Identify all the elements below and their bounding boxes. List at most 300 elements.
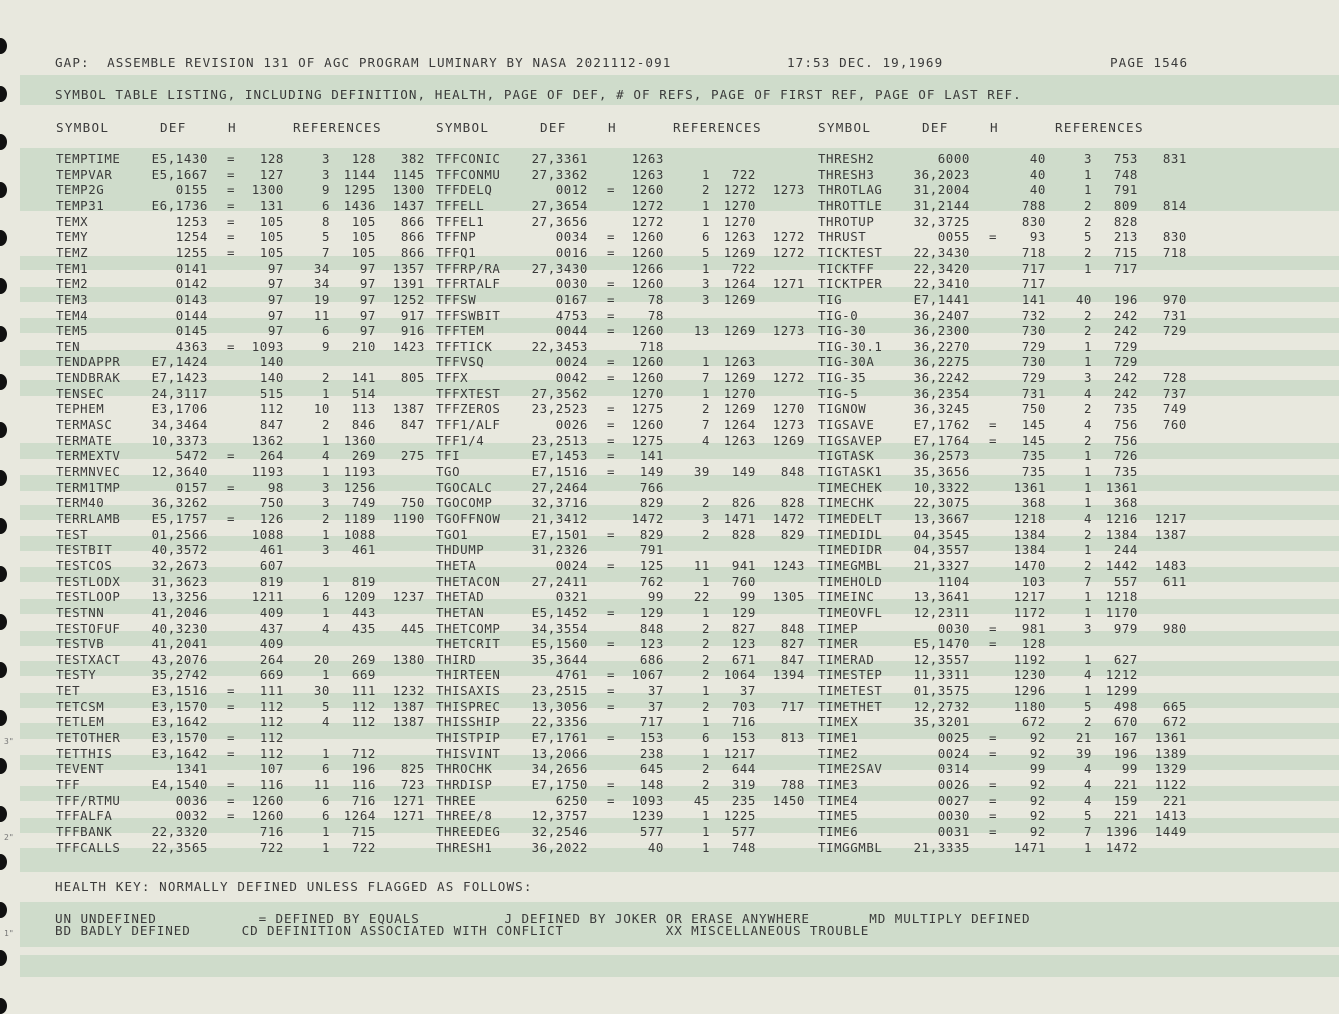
cell-def: E7,1750 [531, 777, 588, 792]
cell-ref-count: 2 [1083, 244, 1092, 260]
cell-health: = [607, 464, 616, 479]
cell-last-ref: 828 [780, 495, 805, 511]
cell-health: = [607, 401, 616, 417]
cell-def: 36,2407 [913, 307, 970, 323]
cell-health: = [607, 792, 616, 808]
cell-symbol: THETAD [436, 589, 485, 605]
cell-ref-count: 6 [321, 589, 330, 605]
cell-first-ref: 577 [731, 823, 756, 839]
cell-def: 36,2023 [913, 166, 970, 182]
cell-first-ref: 159 [1113, 792, 1138, 808]
cell-ref-count: 6 [321, 808, 330, 824]
cell-def: E5,1757 [151, 510, 208, 526]
column-header-symbol: SYMBOL [436, 120, 490, 135]
column-header-h: H [608, 120, 617, 135]
cell-def: 0024 [937, 745, 970, 761]
cell-symbol: THRESH1 [436, 839, 493, 855]
cell-def-page: 78 [647, 307, 664, 323]
cell-first-ref: 735 [1113, 464, 1138, 479]
cell-symbol: THROTLAG [818, 182, 883, 198]
cell-def: 21,3327 [913, 557, 970, 573]
cell-last-ref: 1190 [392, 510, 425, 526]
cell-ref-count: 3 [1083, 620, 1092, 636]
cell-ref-count: 4 [1083, 510, 1092, 526]
cell-symbol: TICKTPER [818, 276, 883, 292]
cell-last-ref: 805 [400, 370, 425, 386]
cell-symbol: TEMZ [56, 244, 89, 260]
cell-def-page: 762 [639, 573, 664, 589]
cell-last-ref: 728 [1162, 370, 1187, 386]
cell-health: = [989, 808, 998, 824]
cell-ref-count: 2 [1083, 401, 1092, 417]
cell-first-ref: 1256 [343, 479, 376, 495]
cell-def-page: 730 [1021, 354, 1046, 370]
cell-def: 0016 [555, 244, 588, 260]
cell-first-ref: 196 [1113, 291, 1138, 307]
cell-ref-count: 1 [1083, 182, 1092, 198]
cell-ref-count: 2 [701, 777, 710, 792]
cell-ref-count: 3 [321, 166, 330, 182]
cell-symbol: TFF/RTMU [56, 792, 121, 808]
cell-first-ref: 735 [1113, 401, 1138, 417]
cell-def: 32,2546 [531, 823, 588, 839]
cell-symbol: TEM1 [56, 260, 89, 276]
cell-last-ref: 917 [400, 307, 425, 323]
cell-last-ref: 1305 [772, 589, 805, 605]
cell-first-ref: 557 [1113, 573, 1138, 589]
cell-ref-count: 2 [701, 182, 710, 198]
cell-first-ref: 244 [1113, 542, 1138, 558]
cell-symbol: TIGSAVE [818, 417, 875, 433]
cell-symbol: TFFELL [436, 197, 485, 213]
cell-symbol: TFFBANK [56, 823, 113, 839]
cell-ref-count: 1 [1083, 589, 1092, 605]
cell-first-ref: 1272 [723, 182, 756, 198]
cell-ref-count: 4 [1083, 667, 1092, 683]
cell-ref-count: 2 [701, 761, 710, 777]
cell-def-page: 238 [639, 745, 664, 761]
column-header-refs: REFERENCES [293, 120, 382, 135]
cell-def-page: 1272 [631, 197, 664, 213]
cell-def-page: 829 [639, 526, 664, 542]
cell-def-page: 1088 [251, 526, 284, 542]
tractor-feed-hole [0, 998, 7, 1014]
cell-first-ref: 979 [1113, 620, 1138, 636]
cell-def: 0030 [555, 276, 588, 292]
cell-def-page: 97 [267, 291, 284, 307]
cell-symbol: TEMY [56, 229, 89, 245]
cell-last-ref: 731 [1162, 307, 1187, 323]
cell-first-ref: 111 [351, 683, 376, 699]
cell-def-page: 368 [1021, 495, 1046, 511]
cell-first-ref: 1264 [723, 276, 756, 292]
cell-def: 0155 [175, 182, 208, 198]
cell-last-ref: 1380 [392, 651, 425, 667]
cell-first-ref: 221 [1113, 777, 1138, 792]
cell-symbol: TGO [436, 464, 461, 479]
cell-symbol: TEM2 [56, 276, 89, 292]
cell-first-ref: 1216 [1105, 510, 1138, 526]
cell-ref-count: 1 [321, 745, 330, 761]
margin-mark: 3" [4, 737, 14, 746]
cell-health: = [227, 808, 236, 824]
cell-symbol: TIMETEST [818, 683, 883, 699]
cell-health: = [989, 620, 998, 636]
cell-def-page: 92 [1029, 808, 1046, 824]
cell-def: 22,3430 [913, 244, 970, 260]
cell-symbol: TETOTHER [56, 730, 121, 746]
cell-ref-count: 6 [321, 197, 330, 213]
cell-symbol: THROTTLE [818, 197, 883, 213]
cell-ref-count: 21 [1075, 730, 1092, 746]
cell-def: 35,3644 [531, 651, 588, 667]
table-row [0, 574, 1339, 590]
cell-ref-count: 1 [701, 573, 710, 589]
cell-first-ref: 1442 [1105, 557, 1138, 573]
cell-ref-count: 5 [1083, 808, 1092, 824]
cell-ref-count: 6 [321, 761, 330, 777]
cell-last-ref: 1252 [392, 291, 425, 307]
cell-symbol: TENDBRAK [56, 370, 121, 386]
cell-last-ref: 1271 [392, 808, 425, 824]
cell-health: = [989, 730, 998, 746]
cell-def: 43,2076 [151, 651, 208, 667]
cell-last-ref: 445 [400, 620, 425, 636]
cell-last-ref: 737 [1162, 385, 1187, 401]
cell-def-page: 409 [259, 604, 284, 620]
cell-def: 0030 [937, 808, 970, 824]
cell-def: 32,3725 [913, 213, 970, 229]
cell-symbol: TERRLAMB [56, 510, 121, 526]
cell-def: 12,3557 [913, 651, 970, 667]
cell-ref-count: 13 [693, 323, 710, 339]
table-row [0, 433, 1339, 449]
cell-ref-count: 2 [701, 636, 710, 652]
cell-symbol: THETCOMP [436, 620, 501, 636]
cell-symbol: TEVENT [56, 761, 105, 777]
cell-def: 0142 [175, 276, 208, 292]
cell-ref-count: 1 [321, 432, 330, 448]
cell-ref-count: 34 [313, 276, 330, 292]
cell-health: = [607, 698, 616, 714]
cell-def-page: 607 [259, 557, 284, 573]
cell-def: 0027 [937, 792, 970, 808]
cell-def: 21,3412 [531, 510, 588, 526]
cell-first-ref: 729 [1113, 338, 1138, 354]
cell-def: 32,2673 [151, 557, 208, 573]
cell-def: 0036 [175, 792, 208, 808]
cell-def: 0144 [175, 307, 208, 323]
cell-symbol: TIMECHK [818, 495, 875, 511]
cell-first-ref: 627 [1113, 651, 1138, 667]
cell-symbol: TIMERAD [818, 651, 875, 667]
cell-ref-count: 2 [701, 526, 710, 542]
cell-symbol: THROTUP [818, 213, 875, 229]
cell-symbol: TERM40 [56, 495, 105, 511]
cell-first-ref: 1263 [723, 229, 756, 245]
cell-symbol: TFFX [436, 370, 469, 386]
table-row [0, 746, 1339, 762]
cell-ref-count: 7 [701, 417, 710, 433]
cell-symbol: TIMEINC [818, 589, 875, 605]
cell-def-page: 1263 [631, 166, 664, 182]
cell-def-page: 1362 [251, 432, 284, 448]
cell-def-page: 126 [259, 510, 284, 526]
cell-def: E5,1667 [151, 166, 208, 182]
cell-first-ref: 670 [1113, 714, 1138, 730]
cell-symbol: TETTHIS [56, 745, 113, 761]
cell-last-ref: 1273 [772, 417, 805, 433]
cell-ref-count: 1 [1083, 166, 1092, 182]
table-row [0, 386, 1339, 402]
cell-symbol: THETACON [436, 573, 501, 589]
cell-health: = [607, 417, 616, 433]
cell-def-page: 105 [259, 244, 284, 260]
cell-symbol: TIME1 [818, 730, 859, 746]
cell-first-ref: 828 [731, 526, 756, 542]
cell-def: 27,3362 [531, 166, 588, 182]
cell-def-page: 112 [259, 730, 284, 746]
cell-health: = [607, 683, 616, 699]
cell-symbol: TIGTASK1 [818, 464, 883, 479]
cell-last-ref: 866 [400, 244, 425, 260]
cell-def: 10,3322 [913, 479, 970, 495]
cell-def-page: 40 [1029, 151, 1046, 166]
cell-def: E7,1762 [913, 417, 970, 433]
cell-symbol: THRUST [818, 229, 867, 245]
cell-symbol: TIMECHEK [818, 479, 883, 495]
cell-def: 21,3335 [913, 839, 970, 855]
cell-ref-count: 7 [1083, 823, 1092, 839]
cell-def: 35,2742 [151, 667, 208, 683]
cell-symbol: TERMEXTV [56, 448, 121, 464]
cell-first-ref: 1299 [1105, 683, 1138, 699]
table-row [0, 699, 1339, 715]
cell-def-page: 78 [647, 291, 664, 307]
cell-health: = [607, 448, 616, 464]
cell-ref-count: 34 [313, 260, 330, 276]
margin-mark: 2" [4, 833, 14, 842]
cell-def: E3,1706 [151, 401, 208, 417]
cell-last-ref: 1413 [1154, 808, 1187, 824]
column-header-def: DEF [540, 120, 567, 135]
cell-def-page: 92 [1029, 792, 1046, 808]
cell-def-page: 1266 [631, 260, 664, 276]
cell-health: = [227, 777, 236, 792]
cell-last-ref: 1329 [1154, 761, 1187, 777]
cell-health: = [607, 182, 616, 198]
cell-symbol: TIG-30 [818, 323, 867, 339]
cell-last-ref: 848 [780, 464, 805, 479]
cell-ref-count: 2 [1083, 432, 1092, 448]
cell-def: 36,3245 [913, 401, 970, 417]
cell-first-ref: 269 [351, 651, 376, 667]
listing-subtitle: SYMBOL TABLE LISTING, INCLUDING DEFINITION, HEALTH, PAGE OF DEF, # OF REFS, PAGE OF FIRST REF, PAGE OF LAST REF. [55, 87, 1022, 102]
cell-symbol: TFFRP/RA [436, 260, 501, 276]
cell-first-ref: 722 [351, 839, 376, 855]
cell-def: E3,1570 [151, 730, 208, 746]
cell-def: 12,2732 [913, 698, 970, 714]
cell-symbol: TIME3 [818, 777, 859, 792]
cell-last-ref: 1269 [772, 432, 805, 448]
cell-def-page: 731 [1021, 385, 1046, 401]
cell-symbol: TICKTEST [818, 244, 883, 260]
cell-first-ref: 1225 [723, 808, 756, 824]
cell-first-ref: 97 [359, 260, 376, 276]
cell-health: = [227, 244, 236, 260]
health-key-line-1: UN UNDEFINED = DEFINED BY EQUALS J DEFINED BY JOKER OR ERASE ANYWHERE MD MULTIPLY DEFINED [55, 911, 1031, 926]
cell-symbol: TFFTEM [436, 323, 485, 339]
table-row [0, 589, 1339, 605]
cell-def-page: 141 [1021, 291, 1046, 307]
cell-def: E7,1453 [531, 448, 588, 464]
cell-def: 41,2041 [151, 636, 208, 652]
cell-first-ref: 435 [351, 620, 376, 636]
cell-ref-count: 5 [1083, 229, 1092, 245]
cell-def: 36,2354 [913, 385, 970, 401]
cell-def-page: 1275 [631, 432, 664, 448]
cell-def-page: 669 [259, 667, 284, 683]
cell-ref-count: 4 [1083, 385, 1092, 401]
cell-health: = [227, 683, 236, 699]
cell-symbol: TFFSW [436, 291, 477, 307]
cell-def: E7,1441 [913, 291, 970, 307]
cell-ref-count: 30 [313, 683, 330, 699]
cell-first-ref: 809 [1113, 197, 1138, 213]
cell-last-ref: 1271 [392, 792, 425, 808]
cell-health: = [989, 432, 998, 448]
cell-first-ref: 1088 [343, 526, 376, 542]
cell-ref-count: 39 [693, 464, 710, 479]
cell-first-ref: 1472 [1105, 839, 1138, 855]
cell-health: = [227, 479, 236, 495]
tractor-feed-hole [0, 902, 7, 918]
column-header-refs: REFERENCES [673, 120, 762, 135]
cell-last-ref: 723 [400, 777, 425, 792]
cell-health: = [607, 777, 616, 792]
cell-first-ref: 1270 [723, 197, 756, 213]
cell-symbol: TIME6 [818, 823, 859, 839]
cell-ref-count: 10 [313, 401, 330, 417]
cell-def: 36,2300 [913, 323, 970, 339]
cell-symbol: TIG-0 [818, 307, 859, 323]
table-row [0, 808, 1339, 824]
cell-def-page: 145 [1021, 432, 1046, 448]
cell-def: 41,2046 [151, 604, 208, 620]
cell-first-ref: 97 [359, 323, 376, 339]
cell-ref-count: 4 [701, 432, 710, 448]
cell-def-page: 1470 [1013, 557, 1046, 573]
cell-def: 23,2513 [531, 432, 588, 448]
cell-symbol: TFFXTEST [436, 385, 501, 401]
cell-def-page: 97 [267, 260, 284, 276]
column-header-h: H [990, 120, 999, 135]
cell-health: = [227, 448, 236, 464]
cell-ref-count: 2 [321, 417, 330, 433]
cell-ref-count: 1 [1083, 338, 1092, 354]
table-row [0, 339, 1339, 355]
cell-symbol: TIG-30A [818, 354, 875, 370]
cell-first-ref: 1264 [343, 808, 376, 824]
cell-def: 10,3373 [151, 432, 208, 448]
cell-def: 0012 [555, 182, 588, 198]
cell-symbol: TFFVSQ [436, 354, 485, 370]
table-row [0, 527, 1339, 543]
cell-def-page: 1275 [631, 401, 664, 417]
cell-def-page: 717 [1021, 260, 1046, 276]
cell-symbol: TIMEDIDL [818, 526, 883, 542]
cell-def-page: 112 [259, 714, 284, 730]
table-row [0, 261, 1339, 277]
cell-def-page: 112 [259, 698, 284, 714]
cell-last-ref: 848 [780, 620, 805, 636]
cell-health: = [607, 323, 616, 339]
cell-symbol: TFFCALLS [56, 839, 121, 855]
cell-first-ref: 722 [731, 260, 756, 276]
cell-def: 01,2566 [151, 526, 208, 542]
cell-first-ref: 671 [731, 651, 756, 667]
column-header-def: DEF [922, 120, 949, 135]
cell-first-ref: 1218 [1105, 589, 1138, 605]
cell-def: 0026 [937, 777, 970, 792]
cell-def-page: 686 [639, 651, 664, 667]
cell-ref-count: 2 [701, 401, 710, 417]
cell-ref-count: 8 [321, 213, 330, 229]
cell-def-page: 1211 [251, 589, 284, 605]
cell-symbol: TEMPTIME [56, 151, 121, 166]
cell-def-page: 1218 [1013, 510, 1046, 526]
cell-health: = [227, 698, 236, 714]
cell-first-ref: 1361 [1105, 479, 1138, 495]
cell-symbol: THISVINT [436, 745, 501, 761]
cell-def: 22,3453 [531, 338, 588, 354]
cell-def: 32,3716 [531, 495, 588, 511]
cell-first-ref: 716 [351, 792, 376, 808]
cell-health: = [227, 213, 236, 229]
cell-health: = [227, 182, 236, 198]
cell-def: 13,2066 [531, 745, 588, 761]
cell-health: = [607, 291, 616, 307]
cell-health: = [607, 307, 616, 323]
cell-first-ref: 1170 [1105, 604, 1138, 620]
cell-health: = [227, 197, 236, 213]
cell-def: 0034 [555, 229, 588, 245]
cell-def-page: 145 [1021, 417, 1046, 433]
cell-def-page: 125 [639, 557, 664, 573]
cell-def: 13,3667 [913, 510, 970, 526]
cell-symbol: TIME2SAV [818, 761, 883, 777]
cell-last-ref: 980 [1162, 620, 1187, 636]
cell-def: 22,3410 [913, 276, 970, 292]
cell-def: 12,3640 [151, 464, 208, 479]
tractor-feed-hole [0, 38, 7, 54]
cell-health: = [607, 244, 616, 260]
cell-last-ref: 1437 [392, 197, 425, 213]
cell-ref-count: 2 [701, 667, 710, 683]
cell-ref-count: 1 [701, 808, 710, 824]
cell-first-ref: 97 [359, 291, 376, 307]
table-row [0, 667, 1339, 683]
cell-first-ref: 1269 [723, 323, 756, 339]
cell-def-page: 461 [259, 542, 284, 558]
cell-symbol: THISPREC [436, 698, 501, 714]
cell-def: 0145 [175, 323, 208, 339]
table-row [0, 621, 1339, 637]
cell-def-page: 645 [639, 761, 664, 777]
cell-last-ref: 916 [400, 323, 425, 339]
table-row [0, 401, 1339, 417]
cell-def: 36,2022 [531, 839, 588, 855]
